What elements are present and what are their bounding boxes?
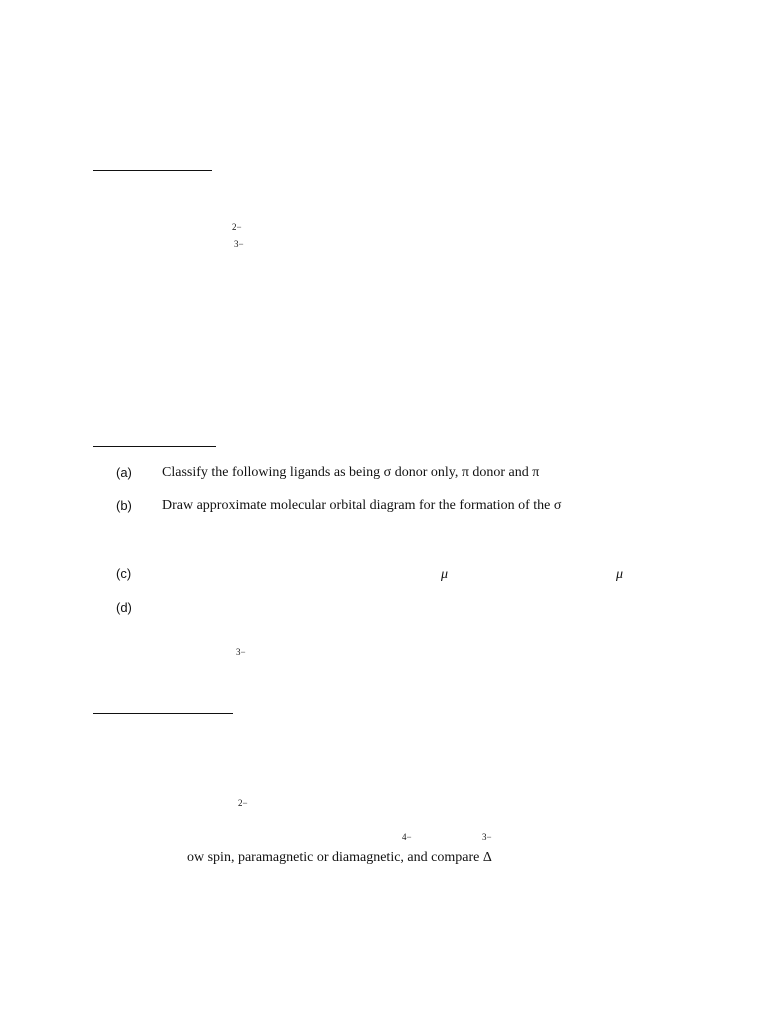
mu-symbol: μ <box>441 567 449 582</box>
item-text-a: Classify the following ligands as being σ donor only, π donor and π <box>162 465 540 480</box>
item-label-a: (a) <box>116 465 132 480</box>
item-label-b: (b) <box>116 498 132 513</box>
charge-superscript: 3− <box>234 239 244 249</box>
charge-superscript: 3− <box>482 832 492 842</box>
charge-superscript: 3− <box>236 647 246 657</box>
section-2-heading-underline <box>93 446 216 447</box>
charge-superscript: 2− <box>232 222 242 232</box>
charge-superscript: 2− <box>238 798 248 808</box>
charge-superscript: 4− <box>402 832 412 842</box>
mu-symbol: μ <box>616 567 624 582</box>
item-label-d: (d) <box>116 600 132 615</box>
section-3-heading-underline <box>93 713 233 714</box>
item-text-b: Draw approximate molecular orbital diagram for the formation of the σ <box>162 498 562 513</box>
question-text-fragment: ow spin, paramagnetic or diamagnetic, and compare Δ <box>187 850 492 865</box>
section-1-heading-underline <box>93 170 212 171</box>
item-label-c: (c) <box>116 566 132 581</box>
